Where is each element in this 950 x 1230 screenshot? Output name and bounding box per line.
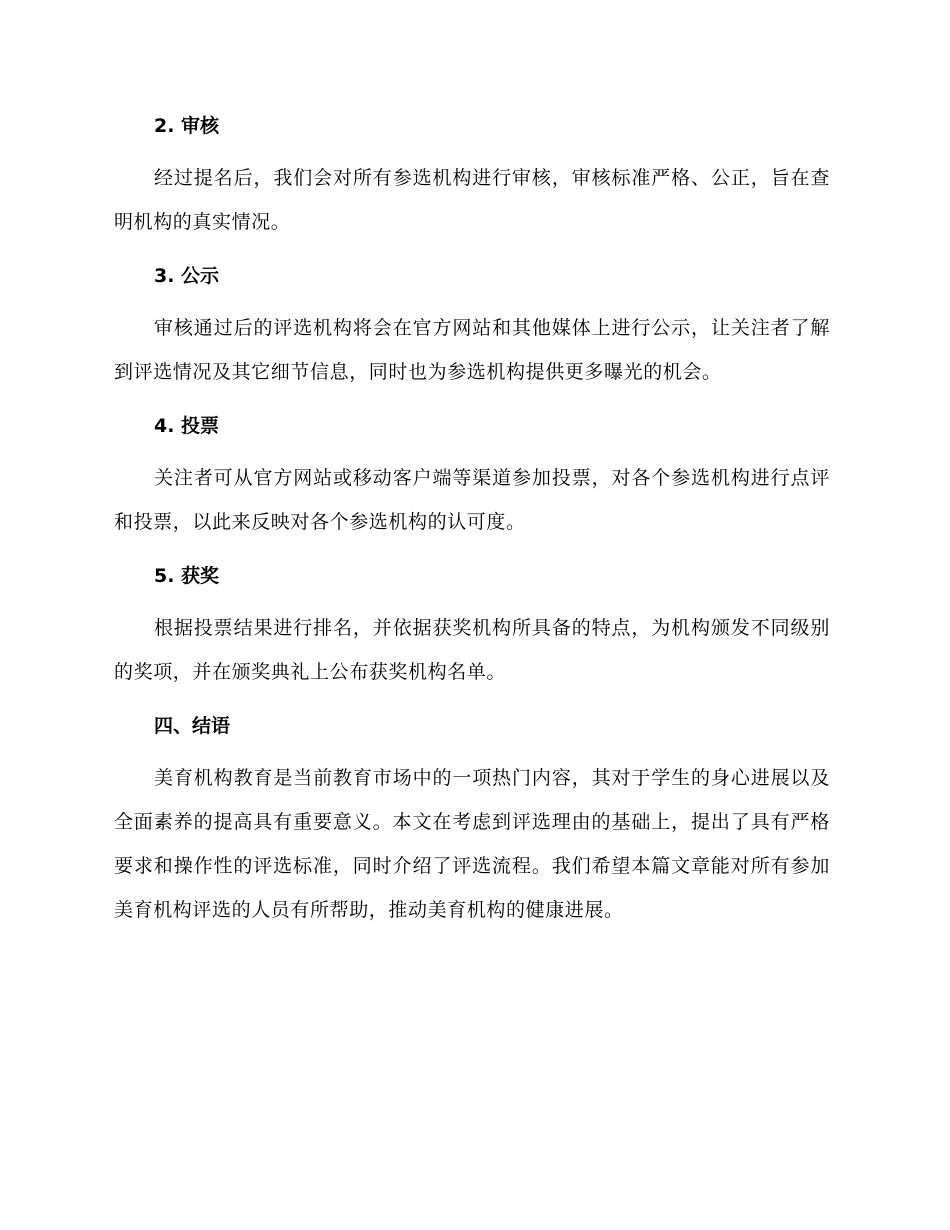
section-paragraph: 美育机构教育是当前教育市场中的一项热门内容，其对于学生的身心进展以及全面素养的提高具有重要意义。本文在考虑到评选理由的基础上，提出了具有严格要求和操作性的评选标准，同时介绍了评选流程。我们希望本篇文章能对所有参加美育机构评选的人员有所帮助，推动美育机构的健康进展。 <box>114 767 830 921</box>
section-heading: 四、结语 <box>154 715 231 737</box>
section-heading: 4. 投票 <box>154 415 220 437</box>
section-paragraph: 经过提名后，我们会对所有参选机构进行审核，审核标准严格、公正，旨在查明机构的真实情况。 <box>114 167 830 233</box>
section-paragraph: 审核通过后的评选机构将会在官方网站和其他媒体上进行公示，让关注者了解到评选情况及其它细节信息，同时也为参选机构提供更多曝光的机会。 <box>114 317 830 383</box>
document-page <box>114 108 830 946</box>
section-heading: 5. 获奖 <box>154 565 220 587</box>
section-conclusion <box>114 708 830 932</box>
section-awards <box>114 558 830 694</box>
section-voting <box>114 408 830 544</box>
section-heading: 3. 公示 <box>154 265 220 287</box>
section-publicity <box>114 258 830 394</box>
section-review <box>114 108 830 244</box>
section-paragraph: 关注者可从官方网站或移动客户端等渠道参加投票，对各个参选机构进行点评和投票，以此来反映对各个参选机构的认可度。 <box>114 467 830 533</box>
section-paragraph: 根据投票结果进行排名，并依据获奖机构所具备的特点，为机构颁发不同级别的奖项，并在颁奖典礼上公布获奖机构名单。 <box>114 617 830 683</box>
section-heading: 2. 审核 <box>154 115 220 137</box>
